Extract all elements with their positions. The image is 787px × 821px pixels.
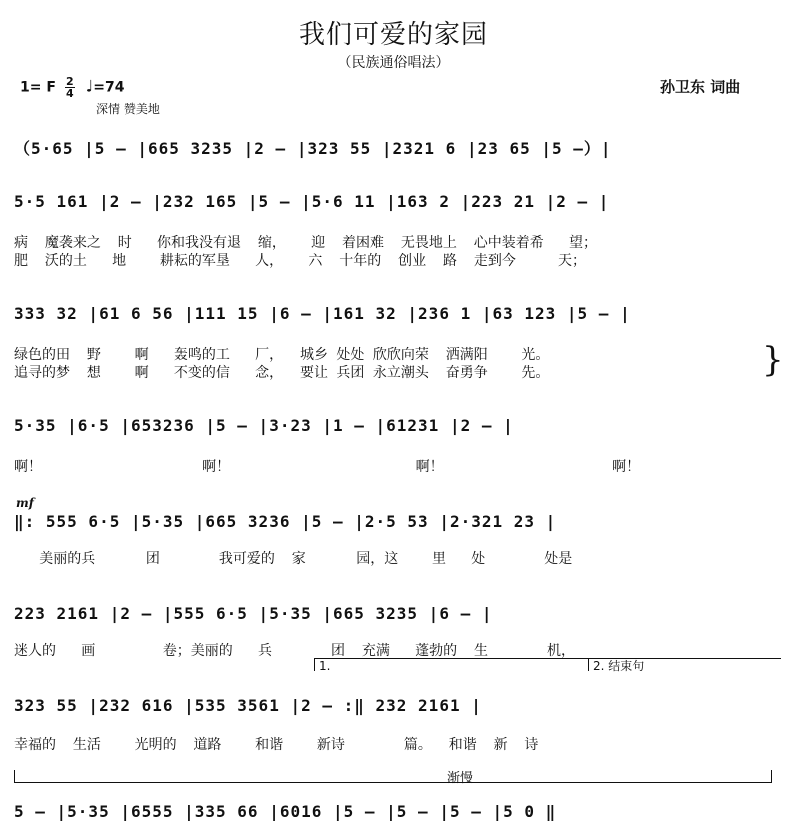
quarter-note-icon: ♩ [85, 76, 94, 96]
score-line-6: 223 2161 |2 – |555 6·5 |5·35 |665 3235 |6 – | [14, 604, 493, 623]
ritardando-bracket [14, 770, 772, 786]
key-signature [20, 76, 124, 99]
verse-brace: } [762, 340, 784, 380]
score-line-8: 5 – |5·35 |6555 |335 66 |6016 |5 – |5 – |5 – |5 0 ‖ [14, 802, 557, 821]
lyrics-line-3-verse-2: 追寻的梦 想 啊 不变的信 念， 要让 兵团 永立潮头 奋勇争 先。 [14, 365, 550, 381]
tempo-value: =74 [93, 79, 125, 96]
first-ending-bracket [314, 658, 589, 671]
time-signature [65, 76, 75, 99]
lyrics-line-4: 啊！ 啊！ 啊！ 啊！ [14, 459, 641, 475]
score-line-1: （5·65 |5 – |665 3235 |2 – |323 55 |2321 6 |23 65 |5 –）| [14, 139, 612, 158]
singing-style: （民族通俗唱法） [337, 55, 450, 71]
expression-mark: 深情 赞美地 [96, 102, 160, 116]
key-label: 1= F [20, 79, 56, 96]
score-line-2: 5·5 161 |2 – |232 165 |5 – |5·6 11 |163 2 |223 21 |2 – | [14, 192, 610, 211]
second-ending-bracket [588, 658, 781, 671]
dynamic-mark: mf [16, 496, 34, 510]
first-ending-label: 1. [319, 659, 331, 673]
lyrics-line-7: 幸福的 生活 光明的 道路 和谐 新诗 篇。 和谐 新 诗 [14, 737, 539, 753]
score-line-4: 5·35 |6·5 |653236 |5 – |3·23 |1 – |61231 |2 – | [14, 416, 514, 435]
time-denominator: 4 [65, 87, 74, 100]
score-line-5: ‖: 555 6·5 |5·35 |665 3236 |5 – |2·5 53 |2·321 23 | [14, 512, 557, 531]
lyrics-line-3-verse-1: 绿色的田 野 啊 轰鸣的工 厂， 城乡 处处 欣欣向荣 洒满阳 光。 [14, 347, 550, 363]
second-ending-label: 2. 结束句 [593, 659, 645, 673]
lyrics-line-5: 美丽的兵 团 我可爱的 家 园，这 里 处 处是 [14, 551, 573, 567]
score-line-7: 323 55 |232 616 |535 3561 |2 – :‖ 232 2161 | [14, 696, 482, 715]
time-numerator: 2 [65, 75, 74, 88]
lyrics-line-2-verse-1: 病 魔袭来之 时 你和我没有退 缩， 迎 着困难 无畏地上 心中装着希 望； [14, 235, 598, 251]
score-line-3: 333 32 |61 6 56 |111 15 |6 – |161 32 |236 1 |63 123 |5 – | [14, 304, 631, 323]
lyrics-line-2-verse-2: 肥 沃的土 地 耕耘的军垦 人， 六 十年的 创业 路 走到今 天； [14, 253, 587, 269]
composer-credit: 孙卫东 词曲 [660, 78, 741, 96]
lyrics-line-6: 迷人的 画 卷；美丽的 兵 团 充满 蓬勃的 生 机， [14, 643, 576, 659]
ritardando-label: 渐慢 [447, 771, 474, 786]
song-title: 我们可爱的家园 [298, 20, 488, 50]
